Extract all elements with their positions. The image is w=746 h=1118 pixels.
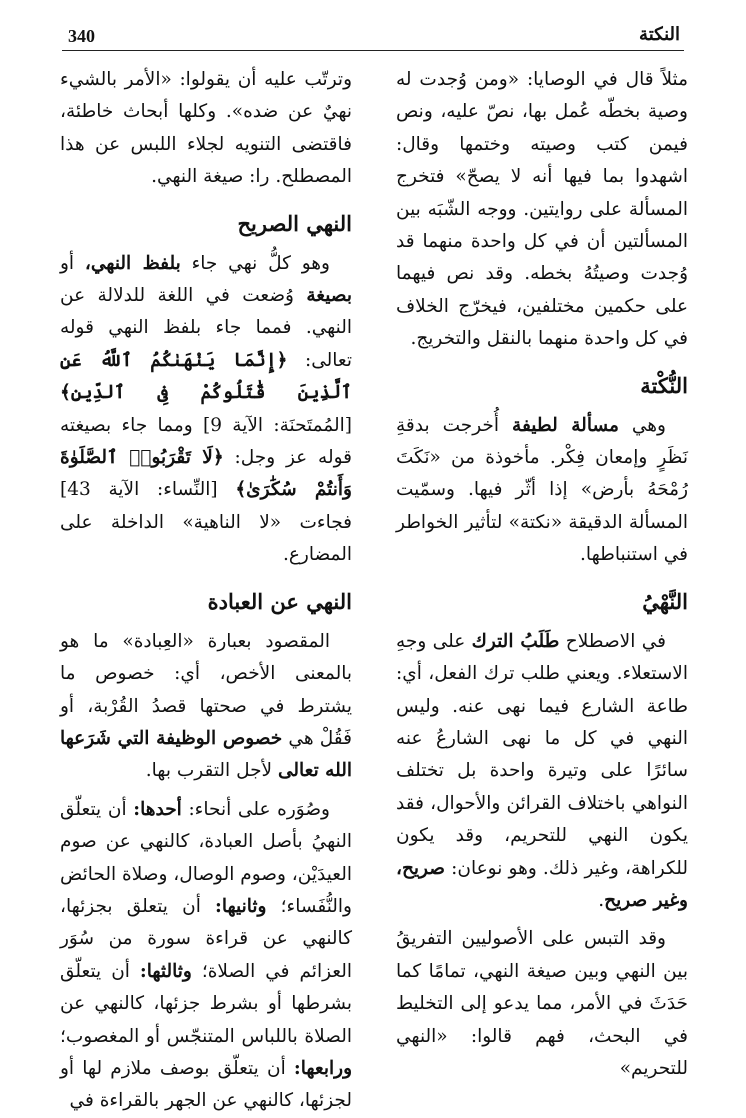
- running-title: النكتة: [639, 24, 680, 45]
- paragraph-suwar: [60, 794, 352, 1118]
- text-run: أن يتعلّق بشرطها أو بشرط جزئها، كالنهي عن الصلاة باللباس المتنجّس أو المغصوب؛: [60, 960, 352, 1047]
- page-header: [62, 18, 684, 51]
- term-bold: بصيغة: [306, 285, 352, 307]
- text-run: على وجهِ الاستعلاء. ويعني طلب ترك الفعل، أي: طاعة الشارع فيما نهى عنه. وليس النهي في كل ما نهى الشارعُ عنه سائرًا على وتيرة واحدة بل تختلف النواهي باختلاف القرائن والأحوال، فقد يكون النهي للتحريم، وقد يكون للكراهة، وغير ذلك. وهو نوعان:: [396, 630, 688, 879]
- text-run: وهو كلُّ نهي جاء: [180, 252, 330, 274]
- text-run: في الاصطلاح: [559, 630, 666, 652]
- text-run: وُضعت في اللغة للدلالة عن النهي. فمما جاء بلفظ النهي قوله تعالى:: [60, 285, 352, 371]
- heading-nahy-sarih: النهي الصريح: [237, 210, 352, 236]
- paragraph-nukta: [396, 410, 688, 572]
- heading-nahy-ibada: النهي عن العبادة: [207, 588, 352, 614]
- quran-verse: ﴿إِنَّمَا يَنْهَىٰكُمُ ٱللَّهُ عَنِ ٱلَّذِينَ قَٰتَلُوكُمْ فِى ٱلدِّينِ﴾: [60, 349, 352, 404]
- term-bold: وثانيها:: [215, 895, 267, 917]
- right-column: [396, 64, 688, 1085]
- page-number: 340: [68, 26, 95, 46]
- text-run: [المُمتَحنَة: الآية 9] ومما جاء بصيغته قوله عز وجل:: [60, 414, 352, 469]
- text-run: [النِّساء: الآية 43] فجاءت «لا الناهية» الداخلة على المضارع.: [60, 479, 352, 566]
- left-column: [60, 64, 352, 1118]
- term-bold: طَلَبُ الترك: [471, 630, 560, 652]
- heading-nahy: النَّهْيُ: [642, 588, 688, 614]
- term-bold: بلفظ النهي،: [84, 252, 181, 274]
- term-bold: صريح، وغير صريح: [396, 857, 688, 911]
- paragraph-nahy: [396, 626, 688, 918]
- text-run: أن يتعلق بجزئها، كالنهي عن قراءة سورة من سُوَر العزائم في الصلاة؛: [60, 895, 352, 982]
- term-bold: أحدها:: [133, 798, 182, 820]
- text-run: .: [598, 889, 605, 911]
- text-run: وهي: [618, 414, 666, 436]
- quran-verse: ﴿لَا تَقْرَبُوا۟ ٱلصَّلَوٰةَ وَأَنتُمْ سُكَٰرَىٰ﴾: [60, 447, 352, 501]
- text-run: المقصود بعبارة «العِبادة» ما هو بالمعنى الأخص، أي: خصوص ما يشترط في صحتها قصدُ القُرْبة، أو فَقُلْ هي: [60, 630, 352, 749]
- term-bold: ورابعها:: [293, 1057, 352, 1079]
- paragraph-continuation: وترتّب عليه أن يقولوا: «الأمر بالشيء نهيٌ عن ضده». وكلها أبحاث خاطئة، فاقتضى التنويه لجلاء اللبس عن هذا المصطلح. را: صيغة النهي.: [60, 69, 352, 188]
- text-run: لأجل التقرب بها.: [145, 760, 278, 782]
- paragraph-nahy-ibada: [60, 626, 352, 788]
- paragraph-wasaya: مثلاً قال في الوصايا: «ومن وُجدت له وصية بخطّه عُمل بها، نصّ عليه، ونص فيمن كتب وصيته وختمها وقال: اشهدوا بما فيها أنه لا يصحّ» فتخرج المسألة على روايتين. ووجه الشّبَه بين المسألتين أن في كل واحدة منهما قد وُجدت وصيتُهُ بخطه. وقد نص فيهما على حكمين مختلفين، فيخرّج الخلاف في كل واحدة منهما بالنقل والتخريج.: [396, 69, 688, 350]
- text-run: أو: [60, 252, 85, 274]
- term-bold: مسألة لطيفة: [512, 414, 619, 436]
- heading-nukta: النُّكْتة: [640, 372, 688, 398]
- text-run: أُخرجت بدقةِ نَظَرٍ وإمعان فِكْر. مأخوذة من «نَكَتَ رُمْحَهُ بأرض» إذا أثّر فيها. وسمّيت المسألة الدقيقة «نكتة» لتأثير الخواطر في استنباطها.: [396, 414, 688, 566]
- term-bold: خصوص الوظيفة التي شَرَعها الله تعالى: [60, 727, 352, 782]
- text-run: وصُوَره على أنحاء:: [181, 798, 330, 820]
- paragraph-nahy-sarih: [60, 248, 352, 572]
- term-bold: وثالثها:: [139, 960, 192, 982]
- paragraph-iltibas: وقد التبس على الأصوليين التفريقُ بين النهي وبين صيغة النهي، تمامًا كما حَدَثَ في الأمر، مما يدعو إلى التخليط في البحث، فهم قالوا: «النهي للتحريم»: [396, 928, 688, 1079]
- text-run: أن يتعلّق بوصف ملازم لها أو لجزئها، كالنهي عن الجهر بالقراءة في: [60, 1057, 352, 1112]
- text-run: أن يتعلّق النهيُ بأصل العبادة، كالنهي عن صوم العيدَيْن، وصوم الوصال، وصلاة الحائض والنُّفَساء؛: [59, 798, 352, 917]
